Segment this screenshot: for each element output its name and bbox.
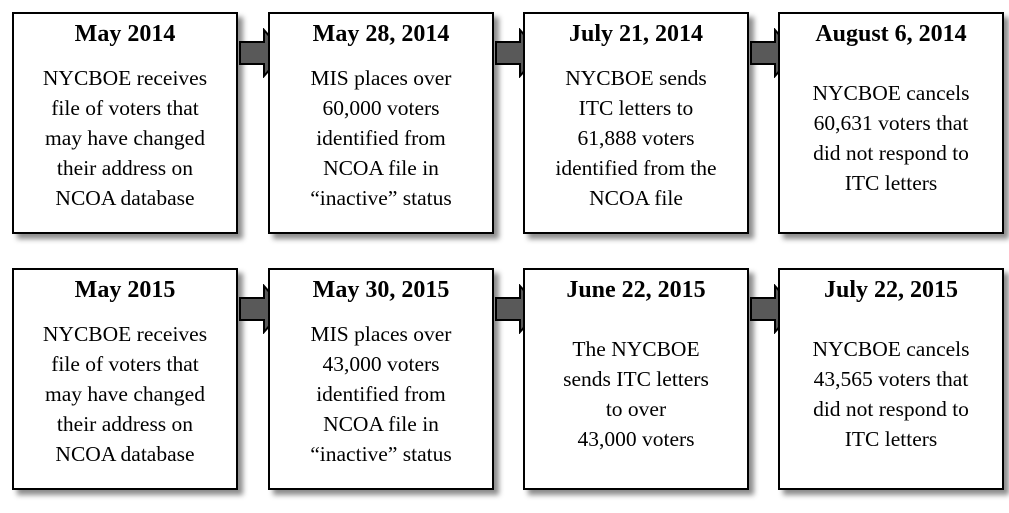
box-description: MIS places over 60,000 voters identified from NCOA file in “inactive” status (310, 66, 452, 210)
box-date: May 28, 2014 (312, 21, 450, 47)
box-date: July 22, 2015 (823, 277, 958, 303)
box-description: NYCBOE receives file of voters that may have changed their address on NCOA database (42, 66, 208, 210)
box-date: May 2015 (74, 277, 176, 303)
timeline-box-2015-2 (268, 268, 494, 490)
timeline-box-2015-1 (12, 268, 238, 490)
box-date: August 6, 2014 (815, 21, 967, 47)
timeline-box-2014-4 (778, 12, 1004, 234)
timeline-box-2015-4 (778, 268, 1004, 490)
timeline-box-2014-3 (523, 12, 749, 234)
box-date: July 21, 2014 (568, 21, 703, 47)
timeline-box-2014-1 (12, 12, 238, 234)
box-description: NYCBOE receives file of voters that may have changed their address on NCOA database (42, 322, 208, 466)
timeline-box-2015-3 (523, 268, 749, 490)
box-description: NYCBOE sends ITC letters to 61,888 voters identified from the NCOA file (555, 66, 717, 210)
box-description: MIS places over 43,000 voters identified from NCOA file in “inactive” status (310, 322, 452, 466)
box-description: NYCBOE cancels 43,565 voters that did not respond to ITC letters (812, 337, 970, 451)
box-date: June 22, 2015 (566, 277, 706, 303)
timeline-box-2014-2 (268, 12, 494, 234)
box-description: The NYCBOE sends ITC letters to over 43,000 voters (563, 337, 709, 451)
box-date: May 2014 (74, 21, 176, 47)
box-description: NYCBOE cancels 60,631 voters that did not respond to ITC letters (812, 81, 970, 195)
box-date: May 30, 2015 (312, 277, 450, 303)
